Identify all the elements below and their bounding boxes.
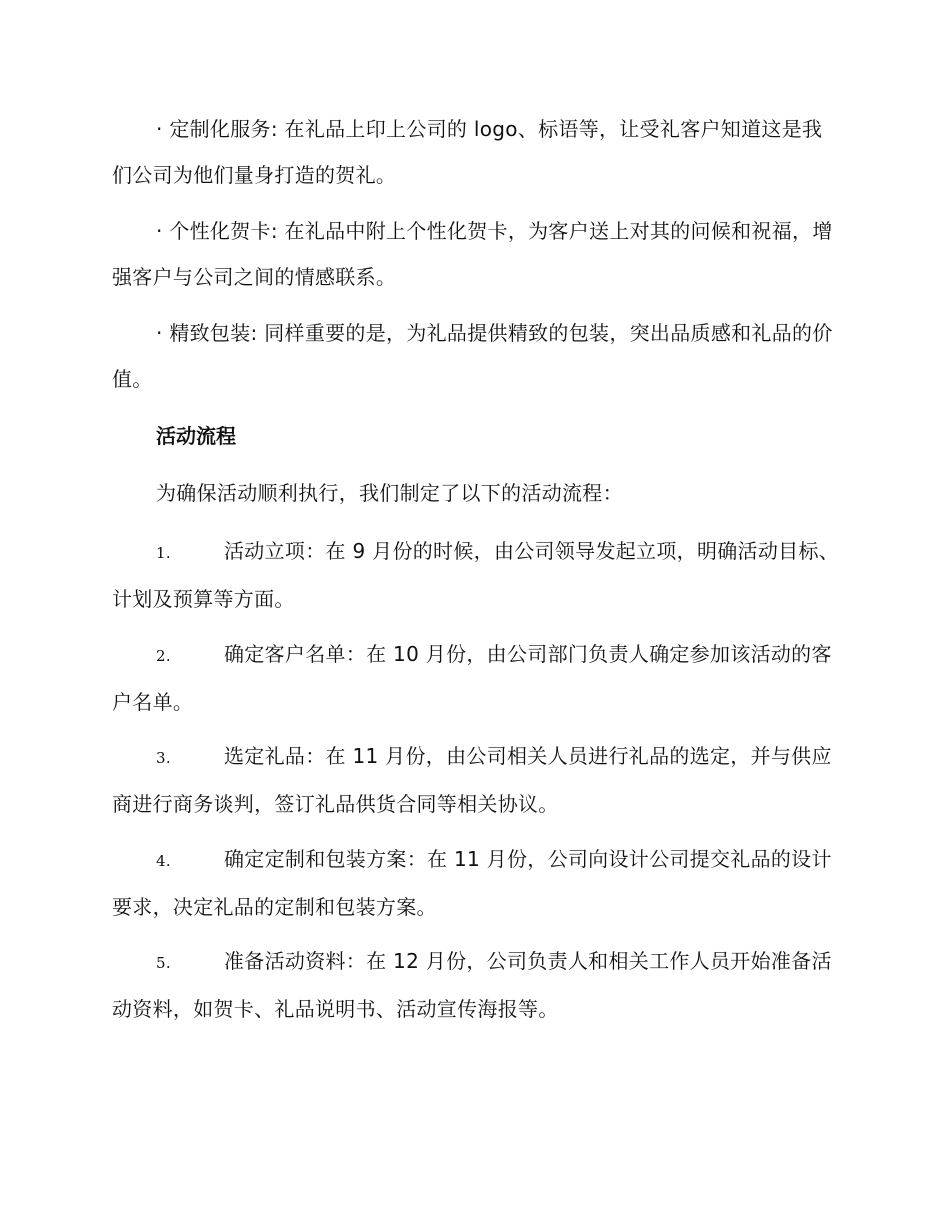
bullet-label: · 定制化服务: <box>156 117 285 141</box>
step-item <box>112 836 842 930</box>
step-number: 4. <box>156 852 171 870</box>
bullet-label: · 个性化贺卡: <box>156 219 285 243</box>
bullet-label: · 精致包装: <box>156 321 265 345</box>
step-text: 确定客户名单：在 10 月份，由公司部门负责人确定参加该活动的客户名单。 <box>112 642 832 714</box>
bullet-greeting-card <box>112 208 842 300</box>
bullet-text: 在礼品中附上个性化贺卡，为客户送上对其的问候和祝福，增强客户与公司之间的情感联系。 <box>112 219 833 289</box>
bullet-text: 在礼品上印上公司的 logo、标语等，让受礼客户知道这是我们公司为他们量身打造的贺礼。 <box>112 117 823 187</box>
bullet-text: 同样重要的是，为礼品提供精致的包装，突出品质感和礼品的价值。 <box>112 321 833 391</box>
section-intro: 为确保活动顺利执行，我们制定了以下的活动流程： <box>156 481 623 505</box>
step-number: 5. <box>156 954 171 972</box>
bullet-packaging <box>112 310 842 402</box>
step-item <box>112 631 842 725</box>
bullet-custom-service <box>112 106 842 198</box>
step-number: 1. <box>156 544 171 562</box>
step-number: 3. <box>156 749 171 767</box>
step-text: 确定定制和包装方案：在 11 月份，公司向设计公司提交礼品的设计要求，决定礼品的定制和包装方案。 <box>112 847 832 919</box>
step-item <box>112 938 842 1032</box>
step-item <box>112 528 842 622</box>
step-number: 2. <box>156 647 171 665</box>
section-heading: 活动流程 <box>156 424 236 448</box>
step-text: 活动立项：在 9 月份的时候，由公司领导发起立项，明确活动目标、计划及预算等方面。 <box>112 539 840 611</box>
step-item <box>112 733 842 827</box>
step-text: 准备活动资料：在 12 月份，公司负责人和相关工作人员开始准备活动资料，如贺卡、礼品说明书、活动宣传海报等。 <box>112 949 832 1021</box>
step-text: 选定礼品：在 11 月份，由公司相关人员进行礼品的选定，并与供应商进行商务谈判，签订礼品供货合同等相关协议。 <box>112 744 832 816</box>
